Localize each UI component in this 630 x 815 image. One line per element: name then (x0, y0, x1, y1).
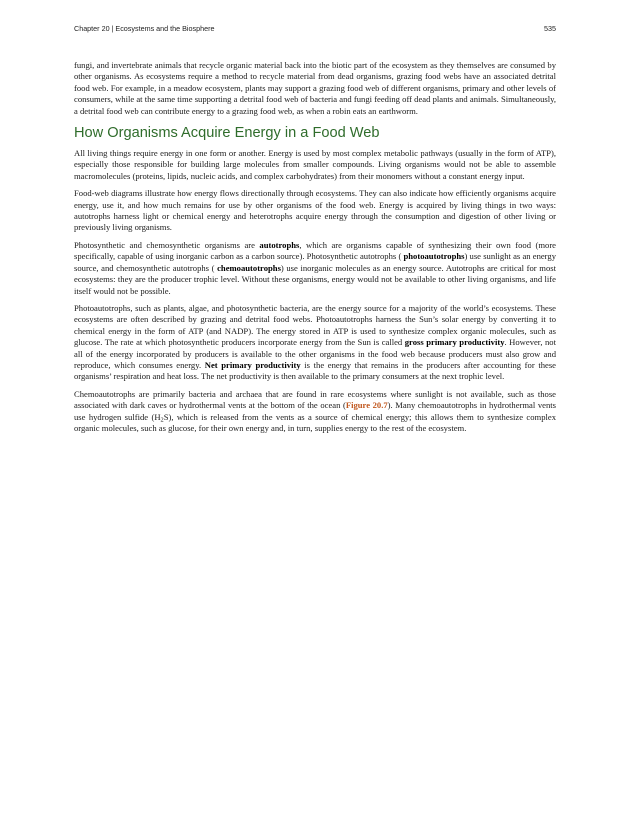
term-photoautotrophs: photoautotrophs (403, 251, 465, 262)
intro-paragraph: fungi, and invertebrate animals that recycle organic material back into the biotic part of the ecosystem as they themselves are consumed by other organisms. As ecosystems require a method to recycle material from dead organisms, grazing food webs have an associated detrital food web. For example, in a meadow ecosystem, plants may support a grazing food web of different organisms, primary and other levels of consumers, while at the same time supporting a detrital food web of bacteria and fungi feeding off dead plants and animals. Simultaneously, a detrital food web can contribute energy to a grazing food web, as when a robin eats an earthworm. (74, 60, 556, 116)
text-run: is the energy that remains in the producers after accounting for these organisms’ respiration and heat loss. The net productivity is then available to the primary consumers at the next trophic level. (74, 359, 556, 382)
term-chemoautotrophs: chemoautotrophs (217, 262, 281, 273)
text-run: ) use sunlight as an energy source, and chemosynthetic autotrophs ( (74, 251, 556, 273)
section-heading: How Organisms Acquire Energy in a Food Web (74, 125, 380, 142)
text-run: ) use inorganic molecules as an energy source. Autotrophs are critical for most ecosystems: they are the producer trophic level. Without these organisms, energy would not be available to other living organisms, and life itself would not be possible. (74, 262, 556, 296)
text-run: Photoautotrophs, such as plants, algae, and photosynthetic bacteria, are the energy source for a majority of the world’s ecosystems. These ecosystems are often described by grazing and detrital food webs. Photoautotrophs harness the Sun’s solar energy by converting it to chemical energy in the form of ATP (and NADP). The energy stored in ATP is used to synthesize complex organic molecules, such as glucose. The rate at which photosynthetic producers incorporate energy from the Sun is called (74, 302, 556, 348)
text-run: . However, not all of the energy incorporated by producers is available to the other organisms in the food web because producers must also grow and reproduce, which consumes energy. (74, 337, 556, 370)
term-autotrophs: autotrophs (259, 239, 300, 250)
running-header (74, 24, 556, 33)
chapter-title: Chapter 20 | Ecosystems and the Biosphere (74, 24, 215, 33)
page-number: 535 (544, 24, 556, 33)
paragraph-autotrophs (74, 240, 556, 297)
paragraph-photoautotrophs (74, 303, 556, 383)
figure-link[interactable]: Figure 20.7 (345, 400, 388, 411)
text-run: ). Many chemoautotrophs in hydrothermal vents use hydrogen sulfide (H (74, 400, 556, 422)
paragraph-chemoautotrophs (74, 389, 556, 435)
paragraph-food-web-diagrams: Food-web diagrams illustrate how energy flows directionally through ecosystems. They can also indicate how efficiently organisms acquire energy, use it, and how much remains for use by other organisms of the food web. Energy is acquired by living things in two ways: autotrophs harness light or chemical energy and heterotrophs acquire energy through the consumption and digestion of other living or previously living organisms. (74, 188, 556, 233)
term-net-primary-productivity: Net primary productivity (204, 359, 301, 370)
term-gross-primary-productivity: gross primary productivity (404, 337, 505, 348)
text-run: Photosynthetic and chemosynthetic organisms are (74, 239, 260, 250)
text-run: S), which is released from the vents as a source of chemical energy; this allows them to synthesize complex organic molecules, such as glucose, for their own energy and, in turn, supplies energy to the rest of the ecosystem. (74, 411, 556, 433)
text-run: Chemoautotrophs are primarily bacteria and archaea that are found in rare ecosystems where sunlight is not available, such as those associated with dark caves or hydrothermal vents at the bottom of the ocean ( (74, 388, 556, 411)
paragraph-energy-requirement: All living things require energy in one form or another. Energy is used by most complex metabolic pathways (usually in the form of ATP), especially those responsible for building large molecules from smaller compounds. Living organisms would not be able to assemble macromolecules (proteins, lipids, nucleic acids, and complex carbohydrates) from their monomers without a constant energy input. (74, 148, 556, 181)
subscript-two: 2 (160, 416, 164, 424)
text-run: , which are organisms capable of synthesizing their own food (more specifically, capable of using inorganic carbon as a carbon source). Photosynthetic autotrophs ( (74, 239, 556, 262)
page-body (74, 60, 556, 440)
